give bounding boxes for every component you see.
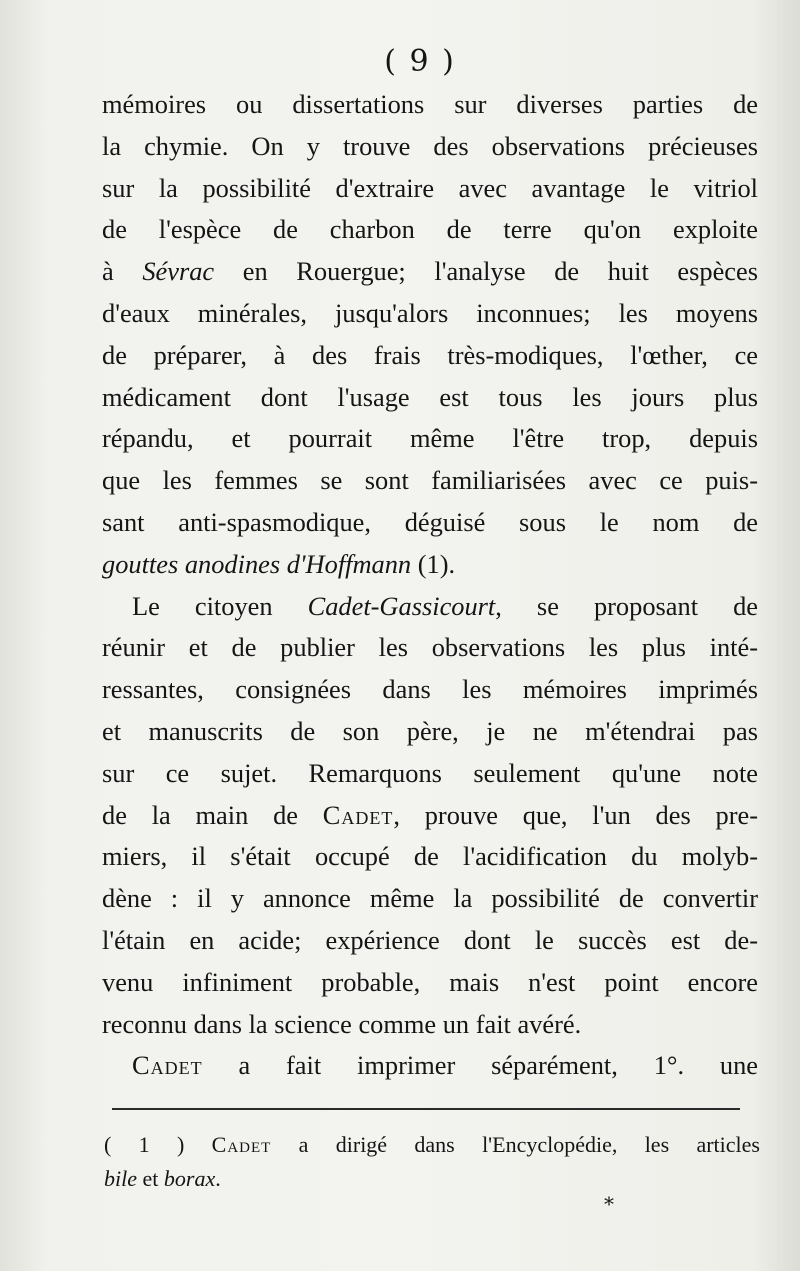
footnote-line bbox=[104, 1128, 760, 1162]
text-line: la chymie. On y trouve des observations précieuses bbox=[102, 130, 758, 161]
text-fragment: de la main de bbox=[102, 799, 323, 830]
text-line: venu infiniment probable, mais n'est point encore bbox=[102, 966, 758, 997]
place-name: Sévrac bbox=[142, 256, 215, 287]
text-line: l'étain en acide; expérience dont le succès est de- bbox=[102, 924, 758, 955]
paragraph-1 bbox=[102, 84, 758, 586]
paragraph-2 bbox=[102, 586, 758, 1046]
text-fragment: a fait imprimer séparément, 1°. une bbox=[202, 1050, 758, 1081]
text-fragment: a dirigé dans l'Encyclopédie, les articles bbox=[271, 1132, 760, 1157]
text-line: mémoires ou dissertations sur diverses parties de bbox=[102, 89, 758, 119]
footnote-reference: (1). bbox=[411, 548, 456, 579]
text-line: miers, il s'était occupé de l'acidification du molyb- bbox=[102, 841, 758, 872]
text-line: sant anti-spasmodique, déguisé sous le nom de bbox=[102, 506, 758, 537]
text-fragment: à bbox=[102, 256, 143, 287]
text-line bbox=[102, 544, 758, 586]
body-text bbox=[102, 84, 758, 1087]
text-line: ressantes, consignées dans les mémoires imprimés bbox=[102, 674, 758, 705]
text-line: de l'espèce de charbon de terre qu'on exploite bbox=[102, 214, 758, 245]
paragraph-3 bbox=[102, 1045, 758, 1087]
signature-mark: * bbox=[604, 1192, 614, 1216]
text-line bbox=[102, 795, 758, 837]
text-fragment: , se proposant de bbox=[495, 590, 758, 621]
person-name: Cadet-Gassicourt bbox=[307, 590, 496, 621]
person-name: Cadet bbox=[211, 1132, 272, 1157]
footnote-divider bbox=[112, 1108, 740, 1110]
text-fragment: Le citoyen bbox=[132, 590, 308, 621]
text-line: reconnu dans la science comme un fait avéré. bbox=[102, 1008, 582, 1039]
text-line bbox=[102, 586, 758, 628]
text-line: médicament dont l'usage est tous les jours plus bbox=[102, 381, 758, 412]
text-line bbox=[102, 251, 758, 293]
text-fragment: en Rouergue; l'analyse de huit espèces bbox=[214, 256, 758, 287]
text-line: d'eaux minérales, jusqu'alors inconnues; les moyens bbox=[102, 297, 758, 328]
remedy-name: gouttes anodines d'Hoffmann bbox=[102, 548, 412, 579]
text-line bbox=[102, 1045, 758, 1087]
footnote-line bbox=[104, 1162, 760, 1196]
page-number: ( 9 ) bbox=[384, 44, 456, 79]
text-fragment: , prouve que, l'un des pre- bbox=[393, 799, 758, 830]
text-fragment: et bbox=[137, 1166, 164, 1191]
text-line: de préparer, à des frais très-modiques, l'œther, ce bbox=[102, 339, 758, 370]
footnote-marker: ( 1 ) bbox=[104, 1132, 212, 1157]
article-term: borax bbox=[163, 1166, 216, 1191]
text-fragment: . bbox=[215, 1166, 221, 1191]
article-term: bile bbox=[104, 1166, 137, 1191]
text-line: sur ce sujet. Remarquons seulement qu'une note bbox=[102, 757, 758, 788]
text-line: que les femmes se sont familiarisées avec ce puis- bbox=[102, 465, 758, 496]
person-name: Cadet bbox=[322, 799, 394, 830]
text-line: sur la possibilité d'extraire avec avantage le vitriol bbox=[102, 172, 758, 203]
person-name: Cadet bbox=[132, 1050, 203, 1081]
text-line: et manuscrits de son père, je ne m'étendrai pas bbox=[102, 715, 758, 746]
text-line: répandu, et pourrait même l'être trop, depuis bbox=[102, 423, 758, 454]
text-line: dène : il y annonce même la possibilité de convertir bbox=[102, 883, 758, 914]
text-line: réunir et de publier les observations les plus inté- bbox=[102, 632, 758, 663]
footnote bbox=[104, 1128, 760, 1196]
